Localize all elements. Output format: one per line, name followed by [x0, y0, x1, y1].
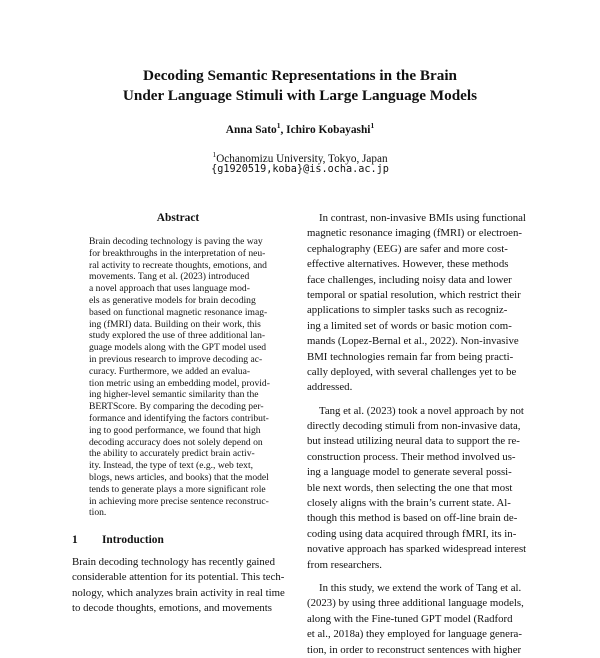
abstract-line: study explored the use of three additional lan- [89, 330, 266, 342]
introduction-line: nology, which analyzes brain activity in real time [72, 586, 285, 599]
abstract-line: BERTScore. By comparing the decoding per- [89, 401, 264, 413]
paragraph-line: face challenges, including noisy data and lower [307, 273, 512, 286]
abstract-line: ing (fMRI) data. Building on their work, this [89, 318, 261, 330]
abstract-line: decoding accuracy does not solely depend on [89, 436, 263, 448]
introduction-line: to decode thoughts, emotions, and movements [72, 602, 273, 615]
paragraph-gap [307, 573, 527, 581]
author-name-2: , Ichiro Kobayashi [280, 124, 371, 136]
paragraph [307, 211, 527, 396]
author-list [0, 118, 600, 138]
paper-title [0, 66, 600, 106]
paragraph-line: mands (Lopez-Bernal et al., 2022). Non-invasive [307, 335, 519, 348]
paragraph-line: effective alternatives. However, these methods [307, 258, 509, 271]
paragraph-line: construction process. Their method involved us- [307, 450, 516, 463]
abstract-line: ing higher-level semantic similarity than the [89, 389, 259, 401]
paragraph-line: (2023) by using three additional language models, [307, 597, 524, 610]
paragraph [307, 581, 527, 658]
paragraph-line: ing a limited set of words or basic motion com- [307, 319, 512, 332]
affiliation-mark: 1 [212, 150, 217, 159]
paragraph-line: cephalography (EEG) are safer and more cost- [307, 242, 508, 255]
paragraph-line: directly decoding stimuli from non-invasive data, [307, 420, 521, 433]
author-name-1: Anna Sato [225, 124, 277, 136]
abstract-line: movements. Tang et al. (2023) introduced [89, 271, 250, 283]
author-affiliation-mark-1: 1 [276, 121, 281, 130]
paragraph [307, 404, 527, 573]
abstract-line: guage models along with the GPT model used [89, 342, 267, 354]
right-column-body [307, 211, 527, 658]
paragraph-line: ble next words, then selecting the one that most [307, 481, 513, 494]
paragraph-line: cally deployed, with several challenges yet to be [307, 365, 517, 378]
abstract-line: tion metric using an embedding model, provid- [89, 377, 270, 389]
abstract-line: curacy. Furthermore, we added an evalua- [89, 365, 251, 377]
introduction-body [72, 555, 284, 617]
abstract-line: ral activity to recreate thoughts, emotions, and [89, 259, 267, 271]
abstract-line: a novel approach that uses language mod- [89, 283, 250, 295]
paragraph-line: novative approach has sparked widespread interest [307, 543, 527, 556]
paragraph-line: along with the Fine-tuned GPT model (Radford [307, 612, 513, 625]
title-line-2: Under Language Stimuli with Large Language Models [122, 87, 478, 104]
author-affiliation-mark-2: 1 [370, 121, 375, 130]
abstract-line: ity. Instead, the type of text (e.g., web text, [89, 460, 254, 472]
abstract-line: in previous research to improve decoding ac- [89, 353, 263, 365]
section-number: 1 [72, 534, 78, 546]
section-heading-introduction [72, 533, 164, 548]
section-title: Introduction [102, 534, 164, 546]
abstract-body [89, 236, 275, 519]
paragraph-line: temporal or spatial resolution, which restrict their [307, 288, 521, 301]
paragraph-line: In this study, we extend the work of Tang et al. [319, 581, 522, 594]
introduction-line: considerable attention for its potential. This tech- [72, 571, 285, 584]
abstract-line: ing to good performance, we found that high [89, 424, 261, 436]
affiliation-text: Ochanomizu University, Tokyo, Japan [216, 153, 388, 165]
paragraph-line: ing a language model to generate several possi- [307, 466, 512, 479]
abstract-line: formance and identifying the factors contribut- [89, 412, 269, 424]
paragraph-line: magnetic resonance imaging (fMRI) or electroen- [307, 227, 522, 240]
paragraph-line: BMI technologies remain far from being practi- [307, 350, 514, 363]
abstract-line: for breakthroughs in the interpretation of neu- [89, 247, 266, 259]
paragraph-line: from researchers. [307, 558, 382, 571]
paragraph-line: tion, in order to reconstruct sentences with higher [307, 643, 522, 656]
abstract-line: blogs, news articles, and books) that the model [89, 471, 269, 483]
abstract-line: based on functional magnetic resonance imag- [89, 306, 268, 318]
abstract-line: the ability to accurately predict brain activ- [89, 448, 255, 460]
abstract-line: tends to generate plays a more significant role [89, 483, 266, 495]
paragraph-gap [307, 396, 527, 404]
paragraph-line: In contrast, non-invasive BMIs using functional [319, 212, 526, 224]
abstract-line: Brain decoding technology is paving the way [89, 236, 263, 247]
abstract-heading: Abstract [156, 212, 200, 224]
paragraph-line: applications to simpler tasks such as recogniz- [307, 304, 508, 317]
paragraph-line: closely aligns with the brain’s current state. Al- [307, 497, 511, 510]
paragraph-line: et al., 2018a) they employed for language genera- [307, 628, 522, 641]
title-line-1: Decoding Semantic Representations in the Brain [142, 67, 457, 84]
paragraph-line: but instead utilizing neural data to support the re- [307, 435, 520, 448]
paragraph-line: Tang et al. (2023) took a novel approach by not [319, 404, 524, 417]
abstract-line: els as generative models for brain decoding [89, 294, 256, 306]
abstract-line: in achieving more precise sentence reconstruc- [89, 495, 269, 507]
introduction-line: Brain decoding technology has recently gained [72, 556, 275, 568]
paragraph-line: addressed. [307, 381, 353, 394]
paragraph-line: coding using data acquired through fMRI, its in- [307, 527, 517, 540]
author-email: {g1920519,koba}@is.ocha.ac.jp [211, 164, 389, 175]
paragraph-line: though this method is based on off-line brain de- [307, 512, 518, 525]
abstract-line: tion. [89, 507, 107, 519]
